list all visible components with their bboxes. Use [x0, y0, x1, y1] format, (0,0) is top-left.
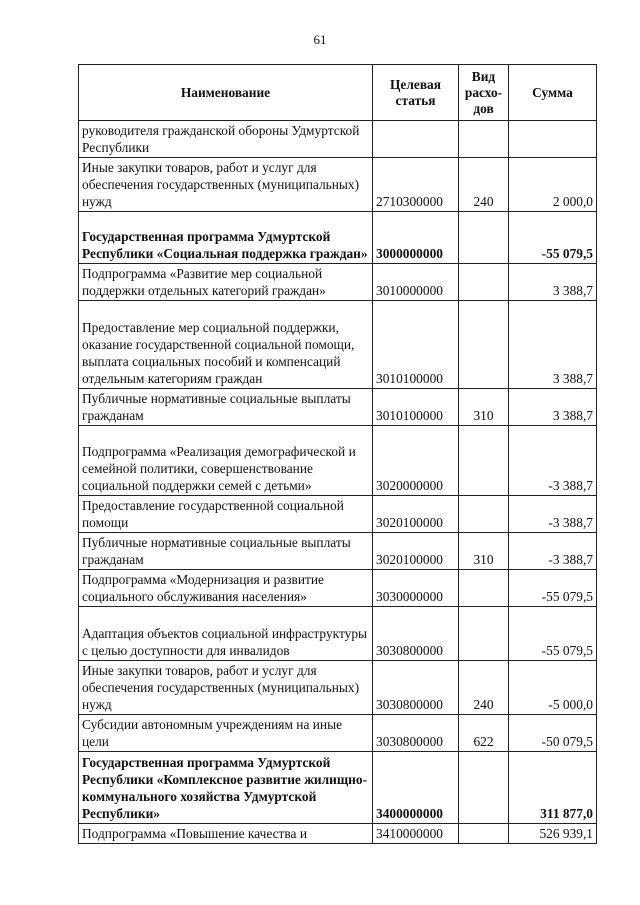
cell-code: 3410000000 [373, 824, 459, 844]
cell-amount: -3 388,7 [509, 426, 597, 496]
cell-name: Государственная программа Удмуртской Республики «Социальная поддержка граждан» [79, 212, 373, 264]
cell-name: Субсидии автономным учреждениям на иные цели [79, 715, 373, 752]
cell-type [459, 426, 509, 496]
cell-type [459, 264, 509, 301]
cell-code: 3020100000 [373, 533, 459, 570]
cell-code: 3030800000 [373, 607, 459, 661]
cell-name: Подпрограмма «Развитие мер социальной поддержки отдельных категорий граждан» [79, 264, 373, 301]
cell-code: 3030800000 [373, 715, 459, 752]
header-amount: Сумма [509, 65, 597, 121]
cell-amount [509, 121, 597, 158]
cell-type [459, 496, 509, 533]
cell-name: Подпрограмма «Модернизация и развитие социального обслуживания населения» [79, 570, 373, 607]
cell-amount: -55 079,5 [509, 212, 597, 264]
cell-code: 3030800000 [373, 661, 459, 715]
cell-amount: -5 000,0 [509, 661, 597, 715]
cell-name: Подпрограмма «Реализация демографической и семейной политики, совершенствование социальной поддержки семей с детьми» [79, 426, 373, 496]
cell-type [459, 570, 509, 607]
table-row [79, 212, 597, 264]
table-row [79, 533, 597, 570]
cell-code: 3010000000 [373, 264, 459, 301]
cell-name: Публичные нормативные социальные выплаты гражданам [79, 533, 373, 570]
table-row [79, 264, 597, 301]
cell-type: 310 [459, 389, 509, 426]
cell-name: Предоставление государственной социальной помощи [79, 496, 373, 533]
cell-name: Иные закупки товаров, работ и услуг для обеспечения государственных (муниципальных) нужд [79, 661, 373, 715]
cell-type [459, 121, 509, 158]
cell-name: Предоставление мер социальной поддержки, оказание государственной социальной помощи, выплата социальных пособий и компенсаций отдельным категориям граждан [79, 301, 373, 389]
cell-type: 240 [459, 661, 509, 715]
table-row [79, 607, 597, 661]
cell-type [459, 212, 509, 264]
cell-amount: -55 079,5 [509, 607, 597, 661]
cell-name: Государственная программа Удмуртской Республики «Комплексное развитие жилищно-коммунального хозяйства Удмуртской Республики» [79, 752, 373, 824]
cell-type [459, 301, 509, 389]
cell-code [373, 121, 459, 158]
table-row [79, 715, 597, 752]
table-row [79, 661, 597, 715]
table-row [79, 301, 597, 389]
cell-type: 240 [459, 158, 509, 212]
cell-code: 3020000000 [373, 426, 459, 496]
cell-type: 310 [459, 533, 509, 570]
cell-type [459, 607, 509, 661]
cell-amount: 3 388,7 [509, 301, 597, 389]
cell-amount: -50 079,5 [509, 715, 597, 752]
table-header-row [79, 65, 597, 121]
cell-name: руководителя гражданской обороны Удмуртской Республики [79, 121, 373, 158]
cell-code: 2710300000 [373, 158, 459, 212]
budget-table [78, 64, 597, 844]
cell-name: Адаптация объектов социальной инфраструктуры с целью доступности для инвалидов [79, 607, 373, 661]
table-row [79, 496, 597, 533]
header-expense-type: Вид расхо-дов [459, 65, 509, 121]
cell-amount: 311 877,0 [509, 752, 597, 824]
cell-code: 3010100000 [373, 389, 459, 426]
table-row [79, 752, 597, 824]
table-row [79, 389, 597, 426]
table-row [79, 824, 597, 844]
cell-type [459, 752, 509, 824]
cell-code: 3020100000 [373, 496, 459, 533]
cell-type [459, 824, 509, 844]
cell-amount: 3 388,7 [509, 264, 597, 301]
table-body [79, 121, 597, 844]
table-row [79, 426, 597, 496]
cell-type: 622 [459, 715, 509, 752]
cell-amount: -3 388,7 [509, 533, 597, 570]
cell-amount: -3 388,7 [509, 496, 597, 533]
cell-amount: 3 388,7 [509, 389, 597, 426]
table-row [79, 158, 597, 212]
page-number: 61 [313, 32, 327, 47]
cell-amount: 526 939,1 [509, 824, 597, 844]
cell-code: 3400000000 [373, 752, 459, 824]
cell-amount: -55 079,5 [509, 570, 597, 607]
cell-amount: 2 000,0 [509, 158, 597, 212]
table-row [79, 121, 597, 158]
cell-name: Иные закупки товаров, работ и услуг для обеспечения государственных (муниципальных) нужд [79, 158, 373, 212]
cell-code: 3030000000 [373, 570, 459, 607]
cell-code: 3000000000 [373, 212, 459, 264]
header-name: Наименование [79, 65, 373, 121]
cell-code: 3010100000 [373, 301, 459, 389]
cell-name: Публичные нормативные социальные выплаты гражданам [79, 389, 373, 426]
cell-name: Подпрограмма «Повышение качества и [79, 824, 373, 844]
table-row [79, 570, 597, 607]
header-target-article: Целевая статья [373, 65, 459, 121]
